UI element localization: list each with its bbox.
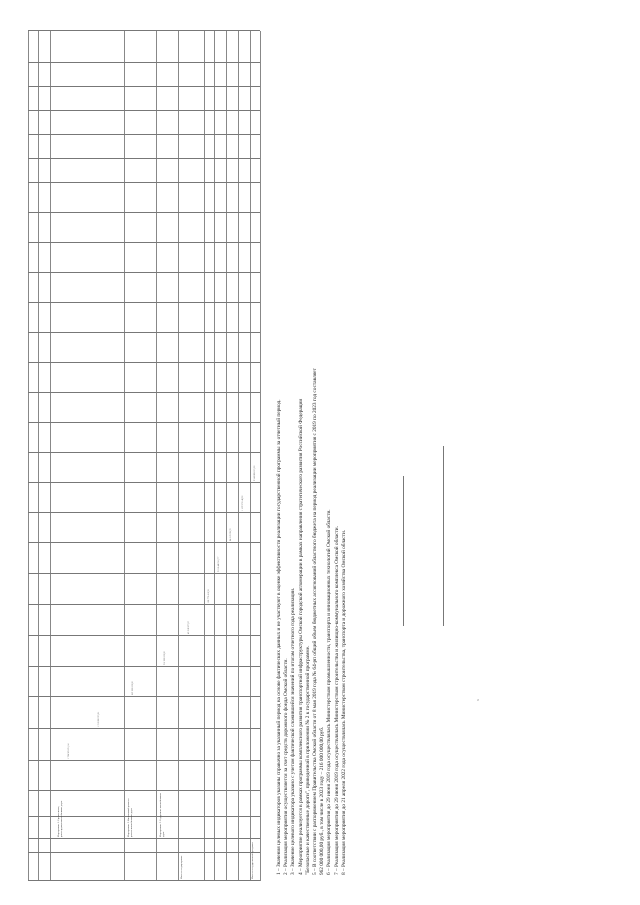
table-col-line [28, 182, 260, 183]
table-col-line [28, 332, 260, 333]
table-cell-value: 84 612 039,70 [230, 528, 232, 541]
table-cell-value: 1 784 505 651,14 [68, 743, 70, 759]
table-col-line [28, 604, 260, 605]
footnote: 2 – Реализация мероприятия осуществляется за счет средств дорожного фонда Омской области. [283, 658, 290, 875]
table-col-line [28, 452, 260, 453]
table-col-line [28, 573, 260, 574]
table-col-line [28, 86, 260, 87]
signature-line [443, 446, 444, 626]
table-cell-value: 198 770 416,55 [208, 589, 210, 603]
footnote: 1 – Значения целевых индикаторов указаны справочно за указанный период на основе фактических данных и не участвуют в оценке эффективности реализации государственной программы за отчетный период. [276, 399, 282, 875]
table-col-line [28, 422, 260, 423]
table-col-line [28, 302, 260, 303]
table-cell-value: 1 215 086 321,91 [98, 711, 100, 727]
table-col-line [28, 696, 260, 697]
table-row-label: Итого по государственной программе [252, 842, 254, 879]
footnote: 3 – Значение целевого индикатора указано с учетом фактической сложившейся значений по итогам отчетного года реализации. [290, 587, 297, 875]
table-border-bottom [260, 31, 261, 881]
table-col-line [28, 272, 260, 273]
table-col-line [28, 838, 260, 839]
signature-block [383, 426, 453, 626]
table-col-line [28, 242, 260, 243]
rotated-landscape-content [28, 31, 628, 881]
table-cell-value: 45 318 927,02 [188, 621, 190, 634]
table-col-line [28, 852, 260, 853]
table-cell-value: 216 000 000,00 [164, 651, 166, 665]
table-row-label: Мероприятие 3. Содержание автомобильных дорог [160, 793, 165, 837]
signature-line [403, 476, 404, 626]
table-col-line [28, 134, 260, 135]
table-col-line [28, 30, 260, 31]
table-cell-value: 3 540 889 021,00 [254, 465, 256, 481]
table-col-line [28, 666, 260, 667]
table-row-label: Итого по подпрограмме [181, 855, 183, 879]
footnotes [276, 35, 348, 875]
table-col-line [28, 635, 260, 636]
footnote: 5 – В соответствии с распоряжением Правительства Омской области от 8 мая 2019 года № 64-рп общий объем бюджетных ассигнований областного бюджета на период реализации мероприятия с 2019 по 2023 год составляет [312, 368, 319, 875]
table-col-line [28, 790, 260, 791]
table-col-line [28, 62, 260, 63]
table-col-line [28, 392, 260, 393]
footnote: 7 – Реализация мероприятия до 29 июня 2019 года осуществлялась Министерством строительства и жилищно-коммунального комплекса Омской области. [333, 526, 340, 875]
table-row-label: Мероприятие 1. Строительство, реконструкция автомобильных дорог [58, 800, 63, 837]
footnote: "Безопасные и качественные дороги", приведенной в приложении № 2 к государственной программе. [304, 645, 311, 875]
page-number: 3 [476, 699, 480, 701]
table-col-line [28, 362, 260, 363]
table-col-line [28, 482, 260, 483]
report-table [28, 31, 273, 881]
table-col-line [28, 760, 260, 761]
table-cell-value: 2 016 440 510,77 [218, 556, 220, 572]
footnote: 962 000 000,00 руб., в том числе в 2023 году – 216 000 000,00 руб. [319, 726, 326, 875]
table-col-line [28, 158, 260, 159]
footnote: 6 – Реализация мероприятия до 29 июня 2019 года осуществлялась Министерством промышленности, транспорта и инновационных технологий Омской области. [326, 509, 333, 875]
table-col-line [28, 110, 260, 111]
table-cell-value: 1 102 573 148,26 [242, 495, 244, 511]
footnote: 8 – Реализация мероприятия до 21 апреля 2022 года осуществлялась Министерством строительства, транспорта и дорожного хозяйства Омской области. [340, 529, 347, 875]
table-col-line [28, 542, 260, 543]
table-col-line [28, 212, 260, 213]
table-col-line [28, 880, 260, 881]
table-col-line [28, 512, 260, 513]
table-col-line [28, 728, 260, 729]
table-cell-value: 962 000 000,00 [132, 681, 134, 695]
table-row-label: Мероприятие 2. Капитальный ремонт и ремонт автомобильных дорог [128, 798, 133, 837]
footnote: 4 – Мероприятие реализуется в рамках программы комплексного развития транспортной инфраструктуры Омской городской агломерации в рамках направления стратегического развития Российской Федерации [297, 398, 304, 875]
